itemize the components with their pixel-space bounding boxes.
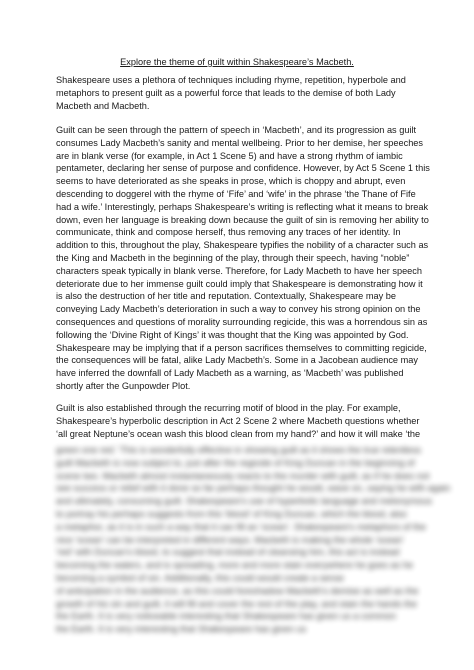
text-line: are in blank verse (for example, in Act 1 Scene 5) and have a strong rhythm of iambic	[56, 150, 403, 161]
text-line: Guilt can be seen through the pattern of speech in ‘Macbeth’, and its progression as guilt	[56, 125, 417, 135]
text-line: Shakespeare uses a plethora of techniques including rhyme, repetition, hyperbole and	[56, 75, 406, 85]
text-line: consumes Lady Macbeth’s sanity and mental wellbeing. Prior to her demise, her speeches	[56, 137, 424, 148]
text-line: Guilt is also established through the recurring motif of blood in the play. For example,	[56, 403, 401, 413]
text-line: deteriorate due to her immense guilt could imply that Shakespeare is demonstrating how it	[56, 278, 423, 289]
text-line: descending to doggerel with the rhyme of ‘Fife’ and ‘wife’ in the phrase ‘the Thane of Fife	[56, 188, 416, 199]
speech-pattern-paragraph	[56, 124, 436, 393]
intro-paragraph	[56, 74, 436, 112]
text-line: have inferred the downfall of Lady Macbeth as a warning, as ‘Macbeth’ was published	[56, 368, 404, 379]
text-line: communicate, think and compose herself, thus removing any traces of her identity. In	[56, 227, 401, 238]
essay-title: Explore the theme of guilt within Shakespeare’s Macbeth.	[120, 57, 354, 67]
text-line: the consequences will be fatal, alike Lady Macbeth’s. Some in a Jacobean audience may	[56, 355, 418, 366]
text-line: shortly after the Gunpowder Plot.	[56, 380, 191, 391]
blurred-preview-text: green one red.' This is wonderfully effective in showing guilt as it shows the true relentless guilt Macbeth is now subject to, just after the regicide of King Duncan in the beginning of scene two. Macbeth almost instantaneously reacts to the murder with guilt, as if he does not see success or relief with it done so far perhaps thought he would, wave on, saying he with again and ultimately, consuming guilt. Shakespeare's use of hyperbolic language and metonymous to portray his perhaps suggests from this 'blood' of King Duncan, which the blood, also a metaphor, as it is in such a way that it can fill an 'ocean'. Shakespeare's metaphors of the nice 'ocean' can be interpreted in different ways. Macbeth is making the whole 'ocean' 'red' with Duncan's blood, to suggest that instead of cleansing him, this act is instead becoming the waters, and is spreading, more and more stain everywhere he goes as he becoming a symbol of sin. Additionally, this could would create a sense of anticipation in the audience, as this could foreshadow Macbeth's demise as well as the growth of his sin and guilt, it will fill and cover the rest of the play, and stain the hands the the Earth. It is very noticeable interesting that Shakespeare has given us a common the Earth. It is very interesting that Shakespeare has given us	[56, 445, 451, 635]
text-line: pentameter, declaring her sense of purpose and confidence. However, by Act 5 Scene 1 this	[56, 163, 430, 174]
text-line: following the ‘Divine Right of Kings’ it was thought that the King was appointed by God.	[56, 329, 409, 340]
text-line: the King and Macbeth in the beginning of the play, through their speech, having “noble”	[56, 252, 410, 263]
text-line: conveying Lady Macbeth’s deterioration in such a way to convey his strong opinion on the	[56, 304, 421, 315]
text-line: Macbeth and Macbeth.	[56, 100, 150, 111]
text-line: metaphors to present guilt as a powerful force that leads to the demise of both Lady	[56, 87, 396, 98]
text-line: down, even her language is breaking down because the guilt of sin is removing her ability to	[56, 214, 429, 225]
text-line: is also the destruction of her title and reputation. Contextually, Shakespeare may be	[56, 291, 396, 302]
text-line: addition to this, throughout the play, Shakespeare typifies the nobility of a character such as	[56, 240, 429, 251]
text-line: Shakespeare may be implying that if a person sacrifices themselves to committing regicide,	[56, 342, 427, 353]
text-line: characters speak typically in blank verse. Therefore, for Lady Macbeth to have her speech	[56, 265, 422, 276]
blood-motif-paragraph	[56, 402, 436, 440]
text-line: seems to have deteriorated as she speaks in prose, which is choppy and abrupt, even	[56, 176, 406, 187]
text-line: Shakespeare’s hyperbolic description in Act 2 Scene 2 where Macbeth questions whether	[56, 415, 420, 426]
text-line: ‘all great Neptune’s ocean wash this blood clean from my hand?’ and how it will make ‘the	[56, 428, 421, 439]
text-line: had a wife.’ Interestingly, perhaps Shakespeare’s writing is reflecting what it means to break	[56, 201, 429, 212]
text-line: consequences and questions of morality surrounding regicide, this was a horrendous sin as	[56, 316, 428, 327]
